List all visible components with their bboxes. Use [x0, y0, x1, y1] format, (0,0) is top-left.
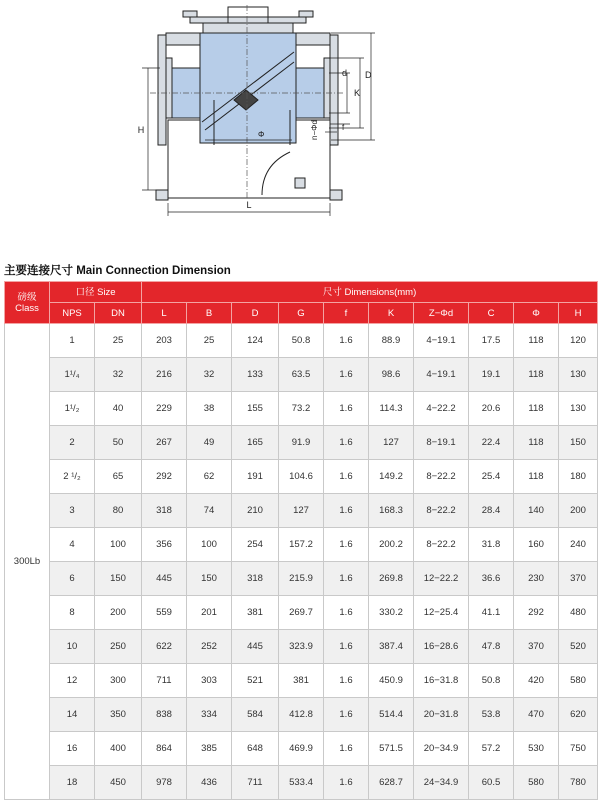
header-d: D — [232, 303, 279, 324]
cell-d: 521 — [232, 664, 279, 698]
cell-zd: 8−22.2 — [414, 460, 469, 494]
header-phi: Φ — [514, 303, 559, 324]
cell-zd: 20−31.8 — [414, 698, 469, 732]
cell-nps: 4 — [50, 528, 95, 562]
cell-zd: 24−34.9 — [414, 766, 469, 800]
cell-dn: 32 — [95, 358, 142, 392]
cell-k: 168.3 — [369, 494, 414, 528]
cell-nps: 1¹/₄ — [50, 358, 95, 392]
cell-f: 1.6 — [324, 596, 369, 630]
cell-nps: 12 — [50, 664, 95, 698]
table-row — [5, 494, 598, 528]
table-row — [5, 460, 598, 494]
cell-l: 216 — [142, 358, 187, 392]
cell-b: 303 — [187, 664, 232, 698]
cell-g: 104.6 — [279, 460, 324, 494]
cell-d: 584 — [232, 698, 279, 732]
header-class-en: Class — [15, 302, 39, 314]
cell-h: 200 — [559, 494, 598, 528]
cell-c: 41.1 — [469, 596, 514, 630]
cell-nps: 2 ¹/₂ — [50, 460, 95, 494]
cell-k: 387.4 — [369, 630, 414, 664]
cell-l: 229 — [142, 392, 187, 426]
header-dimensions-group: 尺寸 Dimensions(mm) — [142, 282, 598, 303]
cell-h: 480 — [559, 596, 598, 630]
cell-f: 1.6 — [324, 392, 369, 426]
cell-b: 385 — [187, 732, 232, 766]
cell-dn: 350 — [95, 698, 142, 732]
cell-c: 47.8 — [469, 630, 514, 664]
cell-c: 53.8 — [469, 698, 514, 732]
header-g: G — [279, 303, 324, 324]
class-cell: 300Lb — [5, 324, 50, 800]
cell-l: 838 — [142, 698, 187, 732]
cell-c: 17.5 — [469, 324, 514, 358]
cell-nps: 1¹/₂ — [50, 392, 95, 426]
cell-h: 620 — [559, 698, 598, 732]
cell-zd: 12−22.2 — [414, 562, 469, 596]
header-l: L — [142, 303, 187, 324]
cell-nps: 2 — [50, 426, 95, 460]
cell-phi: 118 — [514, 460, 559, 494]
cell-nps: 3 — [50, 494, 95, 528]
cell-f: 1.6 — [324, 460, 369, 494]
table-row — [5, 698, 598, 732]
cell-phi: 118 — [514, 426, 559, 460]
cell-l: 292 — [142, 460, 187, 494]
table-row — [5, 732, 598, 766]
cell-d: 210 — [232, 494, 279, 528]
cell-dn: 100 — [95, 528, 142, 562]
cell-h: 780 — [559, 766, 598, 800]
dimensions-table — [4, 281, 598, 800]
cell-h: 580 — [559, 664, 598, 698]
cell-dn: 40 — [95, 392, 142, 426]
header-h: H — [559, 303, 598, 324]
cell-l: 203 — [142, 324, 187, 358]
cell-f: 1.6 — [324, 528, 369, 562]
cell-d: 445 — [232, 630, 279, 664]
cell-g: 533.4 — [279, 766, 324, 800]
table-row — [5, 630, 598, 664]
dim-label-l: L — [246, 200, 252, 210]
cell-zd: 20−34.9 — [414, 732, 469, 766]
cell-c: 31.8 — [469, 528, 514, 562]
section-title: 主要连接尺寸 Main Connection Dimension — [4, 265, 231, 277]
cell-f: 1.6 — [324, 494, 369, 528]
cell-phi: 118 — [514, 358, 559, 392]
cell-k: 88.9 — [369, 324, 414, 358]
cell-k: 114.3 — [369, 392, 414, 426]
cell-d: 165 — [232, 426, 279, 460]
cell-zd: 8−22.2 — [414, 528, 469, 562]
cell-b: 334 — [187, 698, 232, 732]
header-b: B — [187, 303, 232, 324]
header-k: K — [369, 303, 414, 324]
cell-c: 28.4 — [469, 494, 514, 528]
cell-dn: 400 — [95, 732, 142, 766]
cell-l: 559 — [142, 596, 187, 630]
cell-phi: 160 — [514, 528, 559, 562]
cell-dn: 150 — [95, 562, 142, 596]
cell-phi: 118 — [514, 324, 559, 358]
cell-zd: 4−19.1 — [414, 358, 469, 392]
cell-g: 412.8 — [279, 698, 324, 732]
cell-g: 91.9 — [279, 426, 324, 460]
cell-c: 22.4 — [469, 426, 514, 460]
cell-h: 130 — [559, 392, 598, 426]
table-row — [5, 596, 598, 630]
cell-l: 711 — [142, 664, 187, 698]
table-row — [5, 392, 598, 426]
cell-nps: 1 — [50, 324, 95, 358]
cell-dn: 250 — [95, 630, 142, 664]
cell-k: 269.8 — [369, 562, 414, 596]
cell-dn: 300 — [95, 664, 142, 698]
cell-phi: 470 — [514, 698, 559, 732]
cell-b: 74 — [187, 494, 232, 528]
header-f: f — [324, 303, 369, 324]
cell-l: 622 — [142, 630, 187, 664]
cell-d: 124 — [232, 324, 279, 358]
cell-l: 864 — [142, 732, 187, 766]
cell-f: 1.6 — [324, 698, 369, 732]
strainer-drawing — [0, 0, 600, 240]
cell-dn: 65 — [95, 460, 142, 494]
cell-b: 62 — [187, 460, 232, 494]
cell-d: 648 — [232, 732, 279, 766]
cell-k: 98.6 — [369, 358, 414, 392]
cell-b: 150 — [187, 562, 232, 596]
cell-d: 318 — [232, 562, 279, 596]
table-row — [5, 766, 598, 800]
cell-g: 269.7 — [279, 596, 324, 630]
cell-h: 120 — [559, 324, 598, 358]
cell-b: 252 — [187, 630, 232, 664]
table-row — [5, 324, 598, 358]
cell-nps: 8 — [50, 596, 95, 630]
cell-b: 38 — [187, 392, 232, 426]
cell-f: 1.6 — [324, 562, 369, 596]
cell-k: 571.5 — [369, 732, 414, 766]
cell-phi: 230 — [514, 562, 559, 596]
cell-zd: 8−19.1 — [414, 426, 469, 460]
cell-c: 20.6 — [469, 392, 514, 426]
header-c: C — [469, 303, 514, 324]
cell-c: 19.1 — [469, 358, 514, 392]
dim-label-d: d — [342, 68, 348, 78]
cell-d: 191 — [232, 460, 279, 494]
table-row — [5, 358, 598, 392]
dim-label-phi: Φ — [258, 130, 265, 139]
cell-k: 628.7 — [369, 766, 414, 800]
cell-l: 318 — [142, 494, 187, 528]
cell-g: 63.5 — [279, 358, 324, 392]
cell-nps: 10 — [50, 630, 95, 664]
table-row — [5, 664, 598, 698]
table-row — [5, 528, 598, 562]
header-dn: DN — [95, 303, 142, 324]
table-row — [5, 562, 598, 596]
cell-phi: 140 — [514, 494, 559, 528]
cell-dn: 450 — [95, 766, 142, 800]
cell-g: 127 — [279, 494, 324, 528]
cell-dn: 25 — [95, 324, 142, 358]
cell-f: 1.6 — [324, 426, 369, 460]
cell-b: 25 — [187, 324, 232, 358]
header-size-group: 口径 Size — [50, 282, 142, 303]
cell-f: 1.6 — [324, 664, 369, 698]
cell-d: 155 — [232, 392, 279, 426]
cell-c: 57.2 — [469, 732, 514, 766]
cell-k: 127 — [369, 426, 414, 460]
cell-g: 50.8 — [279, 324, 324, 358]
cell-h: 130 — [559, 358, 598, 392]
cell-zd: 4−19.1 — [414, 324, 469, 358]
cell-k: 149.2 — [369, 460, 414, 494]
cell-h: 520 — [559, 630, 598, 664]
cell-c: 25.4 — [469, 460, 514, 494]
cell-h: 180 — [559, 460, 598, 494]
cell-phi: 580 — [514, 766, 559, 800]
cell-c: 50.8 — [469, 664, 514, 698]
table-row — [5, 426, 598, 460]
cell-phi: 292 — [514, 596, 559, 630]
cell-l: 978 — [142, 766, 187, 800]
dim-label-k: K — [354, 88, 361, 98]
cell-g: 215.9 — [279, 562, 324, 596]
cell-zd: 8−22.2 — [414, 494, 469, 528]
table-body — [5, 324, 598, 800]
cell-c: 36.6 — [469, 562, 514, 596]
cell-phi: 118 — [514, 392, 559, 426]
cell-h: 150 — [559, 426, 598, 460]
cell-b: 100 — [187, 528, 232, 562]
cell-nps: 16 — [50, 732, 95, 766]
cell-d: 133 — [232, 358, 279, 392]
cell-g: 381 — [279, 664, 324, 698]
cell-b: 436 — [187, 766, 232, 800]
cell-f: 1.6 — [324, 324, 369, 358]
cell-zd: 12−25.4 — [414, 596, 469, 630]
cell-b: 201 — [187, 596, 232, 630]
cell-l: 445 — [142, 562, 187, 596]
cell-phi: 420 — [514, 664, 559, 698]
cell-k: 514.4 — [369, 698, 414, 732]
header-z-phi-d: Z−Φd — [414, 303, 469, 324]
dim-label-f: f — [342, 123, 345, 132]
cell-nps: 18 — [50, 766, 95, 800]
cell-d: 381 — [232, 596, 279, 630]
cell-l: 356 — [142, 528, 187, 562]
cell-phi: 530 — [514, 732, 559, 766]
cell-zd: 16−28.6 — [414, 630, 469, 664]
cell-f: 1.6 — [324, 766, 369, 800]
cell-zd: 16−31.8 — [414, 664, 469, 698]
cell-d: 711 — [232, 766, 279, 800]
cell-f: 1.6 — [324, 732, 369, 766]
dim-label-h: H — [137, 125, 145, 135]
cell-nps: 6 — [50, 562, 95, 596]
cell-zd: 4−22.2 — [414, 392, 469, 426]
cell-h: 370 — [559, 562, 598, 596]
cell-nps: 14 — [50, 698, 95, 732]
cell-b: 32 — [187, 358, 232, 392]
cell-g: 323.9 — [279, 630, 324, 664]
cell-k: 450.9 — [369, 664, 414, 698]
cell-g: 157.2 — [279, 528, 324, 562]
cell-h: 750 — [559, 732, 598, 766]
cell-d: 254 — [232, 528, 279, 562]
cell-g: 73.2 — [279, 392, 324, 426]
cell-f: 1.6 — [324, 358, 369, 392]
cell-h: 240 — [559, 528, 598, 562]
header-class — [5, 282, 50, 324]
cell-l: 267 — [142, 426, 187, 460]
cell-c: 60.5 — [469, 766, 514, 800]
cell-dn: 50 — [95, 426, 142, 460]
dim-label-D: D — [365, 70, 372, 80]
cell-k: 330.2 — [369, 596, 414, 630]
cell-g: 469.9 — [279, 732, 324, 766]
header-nps: NPS — [50, 303, 95, 324]
header-class-cn: 磅级 — [17, 291, 37, 303]
cell-dn: 80 — [95, 494, 142, 528]
cell-dn: 200 — [95, 596, 142, 630]
cell-b: 49 — [187, 426, 232, 460]
cell-k: 200.2 — [369, 528, 414, 562]
cell-phi: 370 — [514, 630, 559, 664]
cell-f: 1.6 — [324, 630, 369, 664]
dim-label-n-phi-d: n−Φd — [310, 120, 319, 140]
